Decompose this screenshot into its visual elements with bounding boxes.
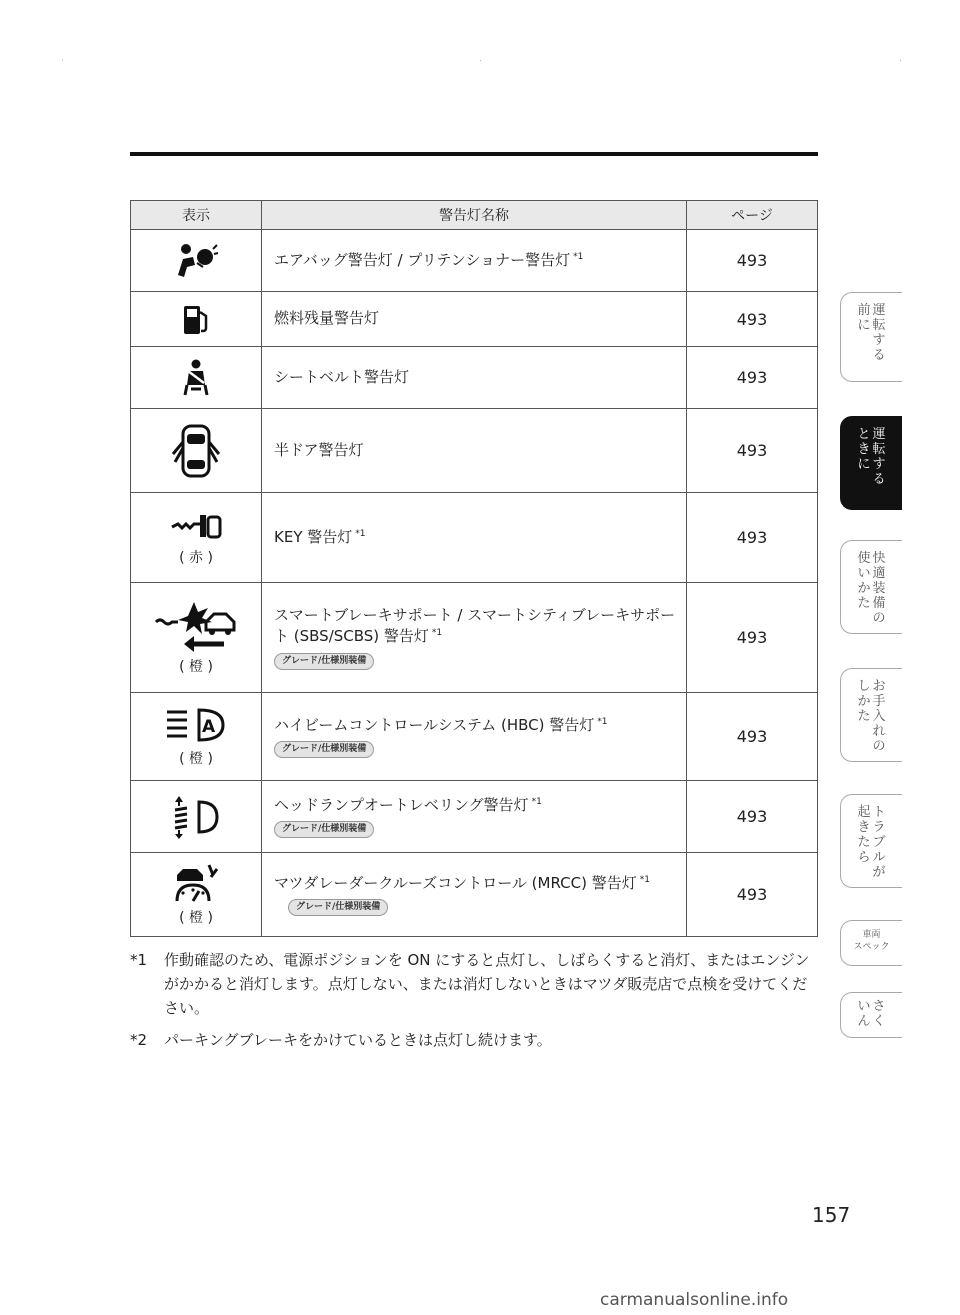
warning-name: エアバッグ警告灯 / プリテンショナー警告灯 xyxy=(274,250,571,269)
footnote-ref: *1 xyxy=(639,874,650,885)
tab-char: た xyxy=(857,596,871,611)
tab-specs[interactable] xyxy=(840,920,902,966)
tab-char: ん xyxy=(857,1014,871,1029)
tab-char: に xyxy=(857,457,871,472)
warning-name: ヘッドランプオートレベリング警告灯 xyxy=(274,795,529,814)
footnotes xyxy=(130,948,820,1052)
footnote-ref: *1 xyxy=(531,796,542,807)
smart-brake-icon xyxy=(154,600,238,652)
table-row xyxy=(131,493,818,583)
header-name: 警告灯名称 xyxy=(262,201,687,230)
tab-char: に xyxy=(857,318,871,333)
tab-char: る xyxy=(872,348,886,363)
seatbelt-icon xyxy=(179,359,213,397)
tab-char: 使 xyxy=(857,551,871,566)
footnote-ref: *1 xyxy=(573,251,584,262)
radar-cruise-icon xyxy=(171,863,221,903)
tab-char: き xyxy=(857,442,871,457)
airbag-icon xyxy=(173,243,219,279)
tab-char: し xyxy=(857,679,871,694)
warning-light-table xyxy=(130,200,818,937)
footnote-text: パーキングブレーキをかけているときは点灯し続けます。 xyxy=(164,1031,552,1049)
tab-pre-drive[interactable] xyxy=(840,292,902,382)
warning-name: シートベルト警告灯 xyxy=(274,367,410,386)
crop-mark xyxy=(900,60,901,61)
tab-char: す xyxy=(872,457,886,472)
tab-char: 手 xyxy=(872,694,886,709)
page-ref: 493 xyxy=(687,347,818,409)
tab-char: 適 xyxy=(872,566,886,581)
tab-char: ト xyxy=(872,805,886,820)
footnote-ref: *1 xyxy=(431,628,443,639)
page-ref: 493 xyxy=(687,409,818,493)
footnote xyxy=(130,948,820,1020)
tab-char: た xyxy=(857,709,871,724)
tab-char: く xyxy=(872,1014,886,1029)
page-ref: 493 xyxy=(687,853,818,937)
warning-name: マツダレーダークルーズコントロール (MRCC) 警告灯 xyxy=(274,873,637,892)
tab-char: と xyxy=(857,427,871,442)
table-row xyxy=(131,693,818,781)
tab-char: が xyxy=(872,865,886,880)
top-rule xyxy=(130,152,818,156)
tab-char: き xyxy=(857,820,871,835)
table-row xyxy=(131,853,818,937)
tab-char: 転 xyxy=(872,442,886,457)
page-number: 157 xyxy=(812,1203,851,1227)
footnote-text: 作動確認のため、電源ポジションを ON にすると点灯し、しばらくすると消灯、またはエンジンがかかると消灯します。点灯しない、または消灯しないときはマツダ販売店で点検を受けてください。 xyxy=(164,951,810,1017)
page-ref: 493 xyxy=(687,693,818,781)
table-row xyxy=(131,583,818,693)
tab-index[interactable] xyxy=(840,992,902,1038)
tab-char: い xyxy=(857,566,871,581)
tab-char: 備 xyxy=(872,596,886,611)
table-row xyxy=(131,409,818,493)
warning-name: スマートブレーキサポート / スマートシティブレーキサポート (SBS/SCBS) 警告灯 xyxy=(274,605,676,646)
footnote-ref: *1 xyxy=(355,528,366,539)
tab-label: 車両 xyxy=(862,930,881,940)
tab-char: 入 xyxy=(872,709,886,724)
watermark: carmanualsonline.info xyxy=(600,1290,789,1310)
table-header-row xyxy=(131,201,818,230)
high-beam-auto-icon xyxy=(165,706,227,744)
tab-trouble[interactable] xyxy=(840,794,902,888)
tab-char: ブ xyxy=(872,835,886,850)
tab-driving[interactable] xyxy=(840,416,902,510)
tab-char: 転 xyxy=(872,318,886,333)
table-row xyxy=(131,230,818,292)
tab-char: る xyxy=(872,472,886,487)
tab-char: た xyxy=(857,835,871,850)
tab-char: 運 xyxy=(872,427,886,442)
footnote-mark: *1 xyxy=(130,951,148,969)
color-note: ( 橙 ) xyxy=(179,658,213,675)
color-note: ( 赤 ) xyxy=(179,549,213,566)
page-ref: 493 xyxy=(687,230,818,292)
warning-name: ハイビームコントロールシステム (HBC) 警告灯 xyxy=(274,715,595,734)
crop-mark xyxy=(62,60,63,61)
tab-char: お xyxy=(872,679,886,694)
header-page: ページ xyxy=(687,201,818,230)
footnote-mark: *2 xyxy=(130,1031,148,1049)
grade-badge: グレード/仕様別装備 xyxy=(288,899,388,916)
page-ref: 493 xyxy=(687,781,818,853)
crop-mark xyxy=(480,60,481,61)
tab-char: 起 xyxy=(857,805,871,820)
tab-char: ら xyxy=(857,850,871,865)
warning-name: 燃料残量警告灯 xyxy=(274,309,380,328)
header-display: 表示 xyxy=(131,201,262,230)
tab-char: の xyxy=(872,739,886,754)
table-row xyxy=(131,292,818,347)
tab-label: スペック xyxy=(853,942,890,952)
key-icon xyxy=(170,509,222,543)
tab-char: ル xyxy=(872,850,886,865)
color-note: ( 橙 ) xyxy=(179,750,213,767)
tab-char: か xyxy=(857,694,871,709)
footnote xyxy=(130,1028,820,1052)
tab-char: い xyxy=(857,999,871,1014)
tab-char: 運 xyxy=(872,303,886,318)
door-ajar-icon xyxy=(169,422,223,480)
warning-name: 半ドア警告灯 xyxy=(274,440,364,459)
page-ref: 493 xyxy=(687,292,818,347)
footnote-ref: *1 xyxy=(597,716,608,727)
tab-char: か xyxy=(857,581,871,596)
tab-char: す xyxy=(872,333,886,348)
tab-char: さ xyxy=(872,999,886,1014)
fuel-pump-icon xyxy=(179,302,213,336)
table-row xyxy=(131,347,818,409)
tab-equipment[interactable] xyxy=(840,540,902,634)
tab-char: の xyxy=(872,611,886,626)
grade-badge: グレード/仕様別装備 xyxy=(274,741,374,758)
tab-char: ラ xyxy=(872,820,886,835)
tab-maintenance[interactable] xyxy=(840,668,902,762)
page-ref: 493 xyxy=(687,493,818,583)
page-ref: 493 xyxy=(687,583,818,693)
tab-char: 快 xyxy=(872,551,886,566)
tab-char: 前 xyxy=(857,303,871,318)
grade-badge: グレード/仕様別装備 xyxy=(274,653,374,670)
grade-badge: グレード/仕様別装備 xyxy=(274,821,374,838)
warning-name: KEY 警告灯 xyxy=(274,527,353,546)
color-note: ( 橙 ) xyxy=(179,909,213,926)
table-row xyxy=(131,781,818,853)
tab-char: 装 xyxy=(872,581,886,596)
headlamp-leveling-icon xyxy=(171,794,221,840)
tab-char: れ xyxy=(872,724,886,739)
svg-text:A: A xyxy=(202,716,216,737)
